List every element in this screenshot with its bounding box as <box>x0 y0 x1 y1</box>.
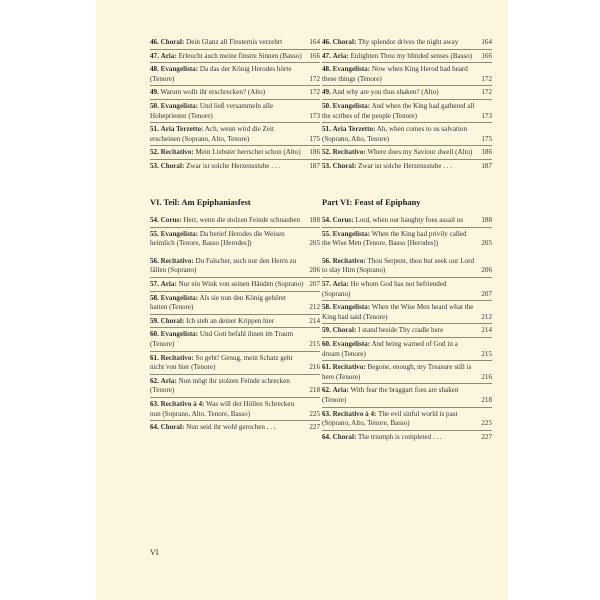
entry-page-number: 166 <box>481 51 492 60</box>
entry-text: Enlighten Thou my blinded senses (Basso) <box>350 51 473 60</box>
entry-page-number: 207 <box>309 279 320 288</box>
entry-divider <box>322 337 492 338</box>
entry-movement-type: Recitativo: <box>160 256 194 265</box>
entry-movement-type: Evangelista: <box>160 293 199 302</box>
entry-number: 62. <box>322 386 331 395</box>
entry-divider <box>322 383 492 384</box>
toc-entry <box>322 148 492 158</box>
entry-number: 57. <box>150 279 159 288</box>
entry-page-number: 175 <box>481 134 492 143</box>
entry-number: 63. <box>150 399 159 408</box>
entry-divider <box>150 351 320 352</box>
entry-page-number: 206 <box>481 266 492 275</box>
entry-number: 47. <box>150 51 159 60</box>
entry-number: 51. <box>150 125 159 134</box>
entry-movement-type: Aria Terzetto: <box>160 125 204 134</box>
entry-text: Herr, wenn die stolzen Feinde schnauben <box>183 216 301 224</box>
entry-movement-type: Evangelista: <box>160 330 199 339</box>
entry-number: 59. <box>150 316 159 325</box>
book-page <box>96 0 508 600</box>
entry-divider <box>322 145 492 146</box>
entry-divider <box>150 145 320 146</box>
entry-movement-type: Choral: <box>332 38 357 46</box>
entry-page-number: 172 <box>481 88 492 97</box>
entry-divider <box>150 159 320 160</box>
toc-entry <box>150 294 320 313</box>
entry-number: 56. <box>322 256 331 265</box>
toc-entry <box>150 280 320 290</box>
entry-number: 62. <box>150 376 159 385</box>
entry-movement-type: Choral: <box>160 423 185 432</box>
entry-number: 58. <box>322 303 331 312</box>
entry-divider <box>322 360 492 361</box>
toc-entry <box>150 148 320 158</box>
entry-movement-type: Corus: <box>160 216 182 224</box>
entry-number: 50. <box>150 101 159 110</box>
entry-text: And when the King had gathered all the scribes of the people (Tenore) <box>322 101 475 120</box>
entry-number: 63. <box>322 409 331 418</box>
entry-number: 53. <box>322 161 331 170</box>
entry-page-number: 216 <box>309 363 320 372</box>
entry-text: And why are you thus shaken? (Alto) <box>332 88 439 97</box>
entry-text: Nun seid ihr wohl gerochen . . . <box>186 423 276 432</box>
toc-group-opening <box>150 216 320 249</box>
entry-divider <box>150 85 320 86</box>
toc-entry <box>150 317 320 327</box>
entry-movement-type: Choral: <box>160 161 185 170</box>
entry-text: When the Wise Men heard what the King had said (Tenore) <box>322 303 474 321</box>
entry-text: Begone, enough, my Treasure still is here (Tenore) <box>322 363 472 381</box>
toc-entry <box>150 125 320 144</box>
entry-text: Warum wollt ihr erschrecken? (Alto) <box>160 88 266 97</box>
entry-page-number: 205 <box>481 239 492 248</box>
entry-text: Mein Liebster herrschet schon (Alto) <box>195 148 301 157</box>
entry-page-number: 227 <box>309 423 320 432</box>
entry-movement-type: Choral: <box>332 432 357 441</box>
entry-text: Nun mögt ihr stolzen Feinde schrecken (Tenore) <box>150 376 290 395</box>
toc-entry <box>322 52 492 62</box>
toc-entry <box>322 230 492 249</box>
entry-page-number: 186 <box>309 148 320 157</box>
toc-entry <box>150 216 320 226</box>
entry-text: Now when King Herod had heard these things (Tenore) <box>322 65 468 83</box>
entry-text: Lord, when our haughty foes assail us <box>355 216 464 224</box>
toc-entry <box>322 386 492 405</box>
entry-number: 49. <box>150 88 159 97</box>
entry-divider <box>322 407 492 408</box>
entry-number: 50. <box>322 101 331 110</box>
entry-movement-type: Aria Terzetto: <box>332 125 376 134</box>
entry-page-number: 215 <box>481 349 492 358</box>
entry-text: Als sie nun den König gehöret hatten (Tenore) <box>150 293 286 312</box>
entry-page-number: 166 <box>309 51 320 60</box>
entry-text: Du Falscher, such nur den Herrn zu fällen (Soprano) <box>150 256 297 275</box>
entry-page-number: 218 <box>481 395 492 404</box>
entry-page-number: 214 <box>309 316 320 325</box>
entry-page-number: 216 <box>481 372 492 381</box>
entry-movement-type: Aria: <box>332 51 349 60</box>
entry-movement-type: Aria: <box>332 386 349 395</box>
entry-text: With fear the braggart foes are shaken (Tenore) <box>322 386 459 404</box>
toc-entry <box>322 162 492 172</box>
entry-page-number: 173 <box>481 111 492 120</box>
entry-movement-type: Evangelista: <box>332 229 371 238</box>
entry-page-number: 187 <box>309 161 320 170</box>
entry-text: Ah, when comes to us salvation (Soprano, Alto, Tenore) <box>322 125 468 143</box>
entry-page-number: 173 <box>309 111 320 120</box>
toc-section-part6 <box>322 197 492 443</box>
entry-page-number: 225 <box>309 409 320 418</box>
entry-number: 57. <box>322 279 331 288</box>
entry-movement-type: Evangelista: <box>332 101 371 110</box>
toc-entry <box>150 88 320 98</box>
toc-entry <box>322 280 492 299</box>
toc-group-part5-end <box>322 38 492 172</box>
toc-entry <box>150 423 320 433</box>
entry-divider <box>322 85 492 86</box>
entry-divider <box>322 159 492 160</box>
entry-text: The evil sinful world is past (Soprano, Alto, Tenore, Basso) <box>322 409 458 428</box>
toc-entry <box>322 433 492 443</box>
toc-entry <box>150 400 320 419</box>
entry-divider <box>322 277 492 278</box>
entry-number: 64. <box>150 423 159 432</box>
entry-divider <box>322 99 492 100</box>
entry-text: Dein Glanz all Finsternis verzehrt <box>186 38 283 46</box>
entry-page-number: 164 <box>481 38 492 46</box>
toc-entry <box>150 162 320 172</box>
entry-page-number: 212 <box>481 312 492 321</box>
toc-entry <box>322 326 492 336</box>
entry-number: 49. <box>322 88 331 97</box>
entry-number: 54. <box>150 216 159 224</box>
entry-number: 59. <box>322 326 331 335</box>
entry-number: 47. <box>322 51 331 60</box>
toc-entry <box>150 52 320 62</box>
toc-group-opening <box>322 216 492 249</box>
entry-number: 61. <box>322 363 331 372</box>
entry-number: 58. <box>150 293 159 302</box>
entry-text: Und Gott befahl ihnen im Traum (Tenore) <box>150 330 294 348</box>
entry-page-number: 188 <box>309 216 320 224</box>
toc-entry <box>322 38 492 48</box>
toc-entry <box>322 102 492 121</box>
entry-text: Da das der König Herodes hörte (Tenore) <box>150 65 292 83</box>
entry-movement-type: Aria: <box>160 279 177 288</box>
entry-text: Was will der Höllen Schrecken nun (Soprano, Alto, Tenore, Basso) <box>150 399 295 418</box>
entry-page-number: 215 <box>309 339 320 348</box>
toc-entry <box>322 257 492 276</box>
entry-number: 55. <box>150 229 159 238</box>
entry-number: 46. <box>322 38 331 46</box>
entry-divider <box>150 397 320 398</box>
toc-entry <box>322 65 492 84</box>
entry-page-number: 207 <box>481 289 492 298</box>
entry-divider <box>322 49 492 50</box>
entry-movement-type: Evangelista: <box>160 65 199 74</box>
toc-entry <box>322 410 492 429</box>
entry-divider <box>322 122 492 123</box>
entry-number: 51. <box>322 125 331 134</box>
entry-movement-type: Aria: <box>160 376 177 385</box>
entry-divider <box>150 62 320 63</box>
entry-page-number: 164 <box>309 38 320 46</box>
entry-number: 64. <box>322 432 331 441</box>
entry-movement-type: Evangelista: <box>332 303 371 312</box>
entry-movement-type: Recitativo à 4: <box>332 409 377 418</box>
entry-movement-type: Recitativo: <box>332 363 366 372</box>
entry-divider <box>322 300 492 301</box>
entry-page-number: 214 <box>481 326 492 335</box>
entry-text: Erleucht auch meine finstre Sinnen (Basso) <box>178 51 302 60</box>
toc-entry <box>322 125 492 144</box>
entry-page-number: 225 <box>481 419 492 428</box>
entry-text: Zwar ist solche Herzensstube . . . <box>358 161 453 170</box>
entry-text: Nur ein Wink von seinen Händen (Soprano) <box>178 279 304 288</box>
toc-entry <box>150 102 320 121</box>
entry-movement-type: Recitativo: <box>160 148 194 157</box>
entry-divider <box>150 277 320 278</box>
entry-movement-type: Aria: <box>160 51 177 60</box>
entry-page-number: 188 <box>481 216 492 224</box>
toc-entry <box>150 257 320 276</box>
entry-number: 60. <box>150 330 159 339</box>
entry-number: 56. <box>150 256 159 265</box>
entry-text: So geht! Genug, mein Schatz geht nicht von hier (Tenore) <box>150 353 293 372</box>
entry-number: 53. <box>150 161 159 170</box>
entry-movement-type: Evangelista: <box>332 65 371 74</box>
entry-page-number: 175 <box>309 134 320 143</box>
entry-text: Ich steh an deiner Krippen hier <box>186 316 275 325</box>
entry-movement-type: Aria: <box>332 279 349 288</box>
entry-page-number: 172 <box>309 74 320 83</box>
entry-text: Thy splendor drives the night away <box>357 38 459 46</box>
toc-entry <box>150 330 320 349</box>
entry-text: I stand beside Thy cradle here <box>358 326 444 335</box>
entry-page-number: 218 <box>309 386 320 395</box>
page-folio: VI <box>150 548 159 557</box>
entry-number: 60. <box>322 339 331 348</box>
toc-entry <box>150 230 320 249</box>
entry-text: When the King had privily called the Wise Men (Tenore, Basso [Herodes]) <box>322 229 467 248</box>
entry-page-number: 212 <box>309 303 320 312</box>
entry-movement-type: Evangelista: <box>160 229 199 238</box>
entry-divider <box>150 327 320 328</box>
toc-entry <box>150 38 320 48</box>
entry-number: 52. <box>322 148 331 157</box>
entry-movement-type: Evangelista: <box>160 101 199 110</box>
entry-number: 48. <box>150 65 159 74</box>
entry-movement-type: Recitativo à 4: <box>160 399 205 408</box>
toc-entry <box>322 340 492 359</box>
toc-entry <box>150 377 320 396</box>
toc-entry <box>150 354 320 373</box>
entry-movement-type: Recitativo: <box>332 148 366 157</box>
entry-number: 61. <box>150 353 159 362</box>
entry-divider <box>150 227 320 228</box>
section-heading: Part VI: Feast of Epiphany <box>322 197 421 207</box>
entry-divider <box>150 314 320 315</box>
toc-group-remainder <box>322 257 492 443</box>
toc-entry <box>322 303 492 322</box>
entry-text: Where does my Saviour dwell (Alto) <box>367 148 473 157</box>
entry-movement-type: Corus: <box>332 216 354 224</box>
entry-text: And being warned of God in a dream (Tenore) <box>322 339 458 358</box>
entry-divider <box>150 291 320 292</box>
toc-group-part5-end <box>150 38 320 172</box>
entry-page-number: 186 <box>481 148 492 157</box>
entry-number: 46. <box>150 38 159 46</box>
entry-page-number: 187 <box>481 161 492 170</box>
entry-divider <box>322 62 492 63</box>
entry-movement-type: Choral: <box>332 326 357 335</box>
toc-entry <box>150 65 320 84</box>
entry-page-number: 206 <box>309 266 320 275</box>
entry-text: Thou Serpent, thou but seek our Lord to slay Him (Soprano) <box>322 256 474 275</box>
entry-number: 54. <box>322 216 331 224</box>
entry-text: Zwar ist solche Herzensstube . . . <box>186 161 281 170</box>
entry-movement-type: Evangelista: <box>332 339 371 348</box>
entry-divider <box>150 122 320 123</box>
entry-divider <box>322 430 492 431</box>
entry-text: He whom God has not befriended (Soprano) <box>322 279 447 298</box>
entry-text: The triumph is completed . . . <box>357 432 442 441</box>
entry-movement-type: Choral: <box>160 316 185 325</box>
entry-movement-type: Recitativo: <box>160 353 194 362</box>
toc-entry <box>322 363 492 382</box>
section-heading: VI. Teil: Am Epiphaniasfest <box>150 197 251 207</box>
entry-divider <box>150 420 320 421</box>
entry-number: 52. <box>150 148 159 157</box>
entry-number: 55. <box>322 229 331 238</box>
entry-page-number: 172 <box>481 74 492 83</box>
toc-group-remainder <box>150 257 320 433</box>
entry-divider <box>150 49 320 50</box>
entry-page-number: 172 <box>309 88 320 97</box>
entry-movement-type: Choral: <box>332 161 357 170</box>
entry-text: Und ließ versammeln alle Hohepriester (Tenore) <box>150 101 273 120</box>
entry-divider <box>322 323 492 324</box>
entry-number: 48. <box>322 65 331 74</box>
toc-entry <box>322 88 492 98</box>
entry-divider <box>150 374 320 375</box>
entry-page-number: 205 <box>309 239 320 248</box>
entry-text: Da berief Herodes die Weisen heimlich (Tenore, Basso [Herodes]) <box>150 229 285 248</box>
entry-divider <box>150 99 320 100</box>
toc-section-part6 <box>150 197 320 433</box>
entry-movement-type: Choral: <box>160 38 185 46</box>
entry-movement-type: Recitativo: <box>332 256 366 265</box>
entry-page-number: 227 <box>481 432 492 441</box>
entry-divider <box>322 227 492 228</box>
toc-entry <box>322 216 492 226</box>
entry-text: Ach, wenn wird die Zeit erscheinen (Soprano, Alto, Tenore) <box>150 125 274 143</box>
